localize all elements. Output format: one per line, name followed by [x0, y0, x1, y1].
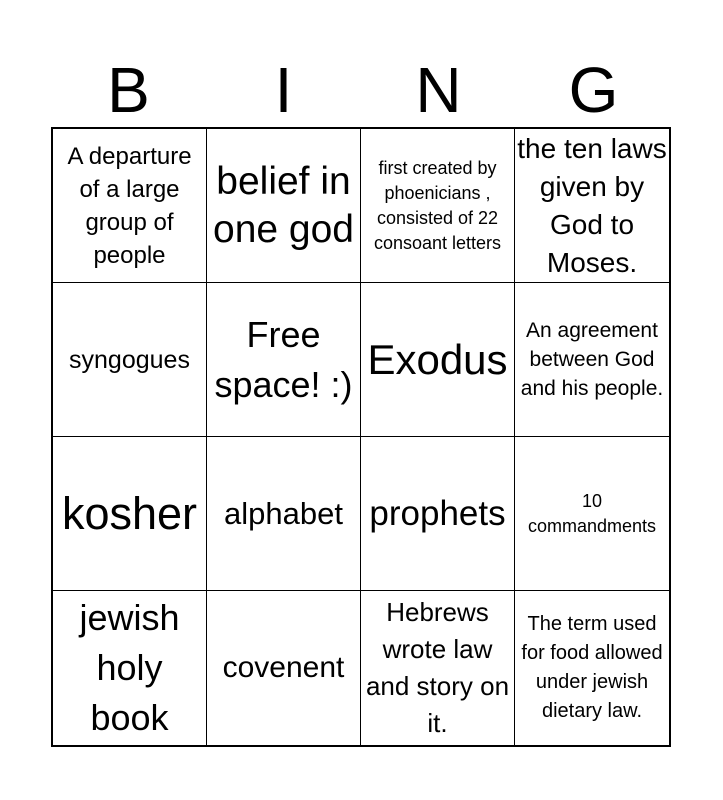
bingo-board	[51, 127, 671, 747]
cell-text: kosher	[61, 487, 198, 539]
header-letter-b: B	[107, 54, 150, 126]
cell-text: belief in one god	[213, 159, 354, 251]
bingo-cell	[515, 437, 669, 591]
cell-text: Exodus	[367, 335, 508, 383]
bingo-cell	[361, 437, 515, 591]
cell-text: covenent	[222, 651, 345, 684]
bingo-cell	[361, 591, 515, 745]
bingo-cell	[207, 591, 361, 745]
header-letter-g: G	[568, 54, 619, 126]
header-letter-n: N	[415, 54, 462, 126]
bingo-cell	[515, 591, 669, 745]
cell-text: 10 commandments	[527, 490, 657, 536]
bingo-cell	[207, 437, 361, 591]
cell-text: alphabet	[224, 495, 343, 531]
header-letter-i: I	[274, 54, 293, 126]
cell-text: jewish holy book	[79, 597, 180, 738]
cell-text: Hebrews wrote law and story on it.	[365, 597, 510, 738]
bingo-cell	[361, 129, 515, 283]
cell-text: An agreement between God and his people.	[520, 319, 664, 400]
bingo-cell	[207, 283, 361, 437]
bingo-cell	[361, 283, 515, 437]
bingo-cell	[53, 437, 207, 591]
cell-text: prophets	[369, 493, 506, 533]
cell-text: Free space! :)	[214, 313, 353, 405]
cell-text: the ten laws given by God to Moses.	[517, 132, 667, 278]
bingo-cell	[515, 283, 669, 437]
cell-text: The term used for food allowed under jewish dietary law.	[521, 613, 663, 722]
cell-text: syngogues	[69, 345, 190, 374]
cell-text: first created by phoenicians , consisted of 22 consoant letters	[373, 157, 502, 253]
bingo-cell	[207, 129, 361, 283]
bingo-cell	[515, 129, 669, 283]
bingo-cell	[53, 129, 207, 283]
bingo-header	[51, 52, 671, 128]
cell-text: A departure of a large group of people	[67, 142, 192, 269]
bingo-cell	[53, 591, 207, 745]
bingo-cell	[53, 283, 207, 437]
